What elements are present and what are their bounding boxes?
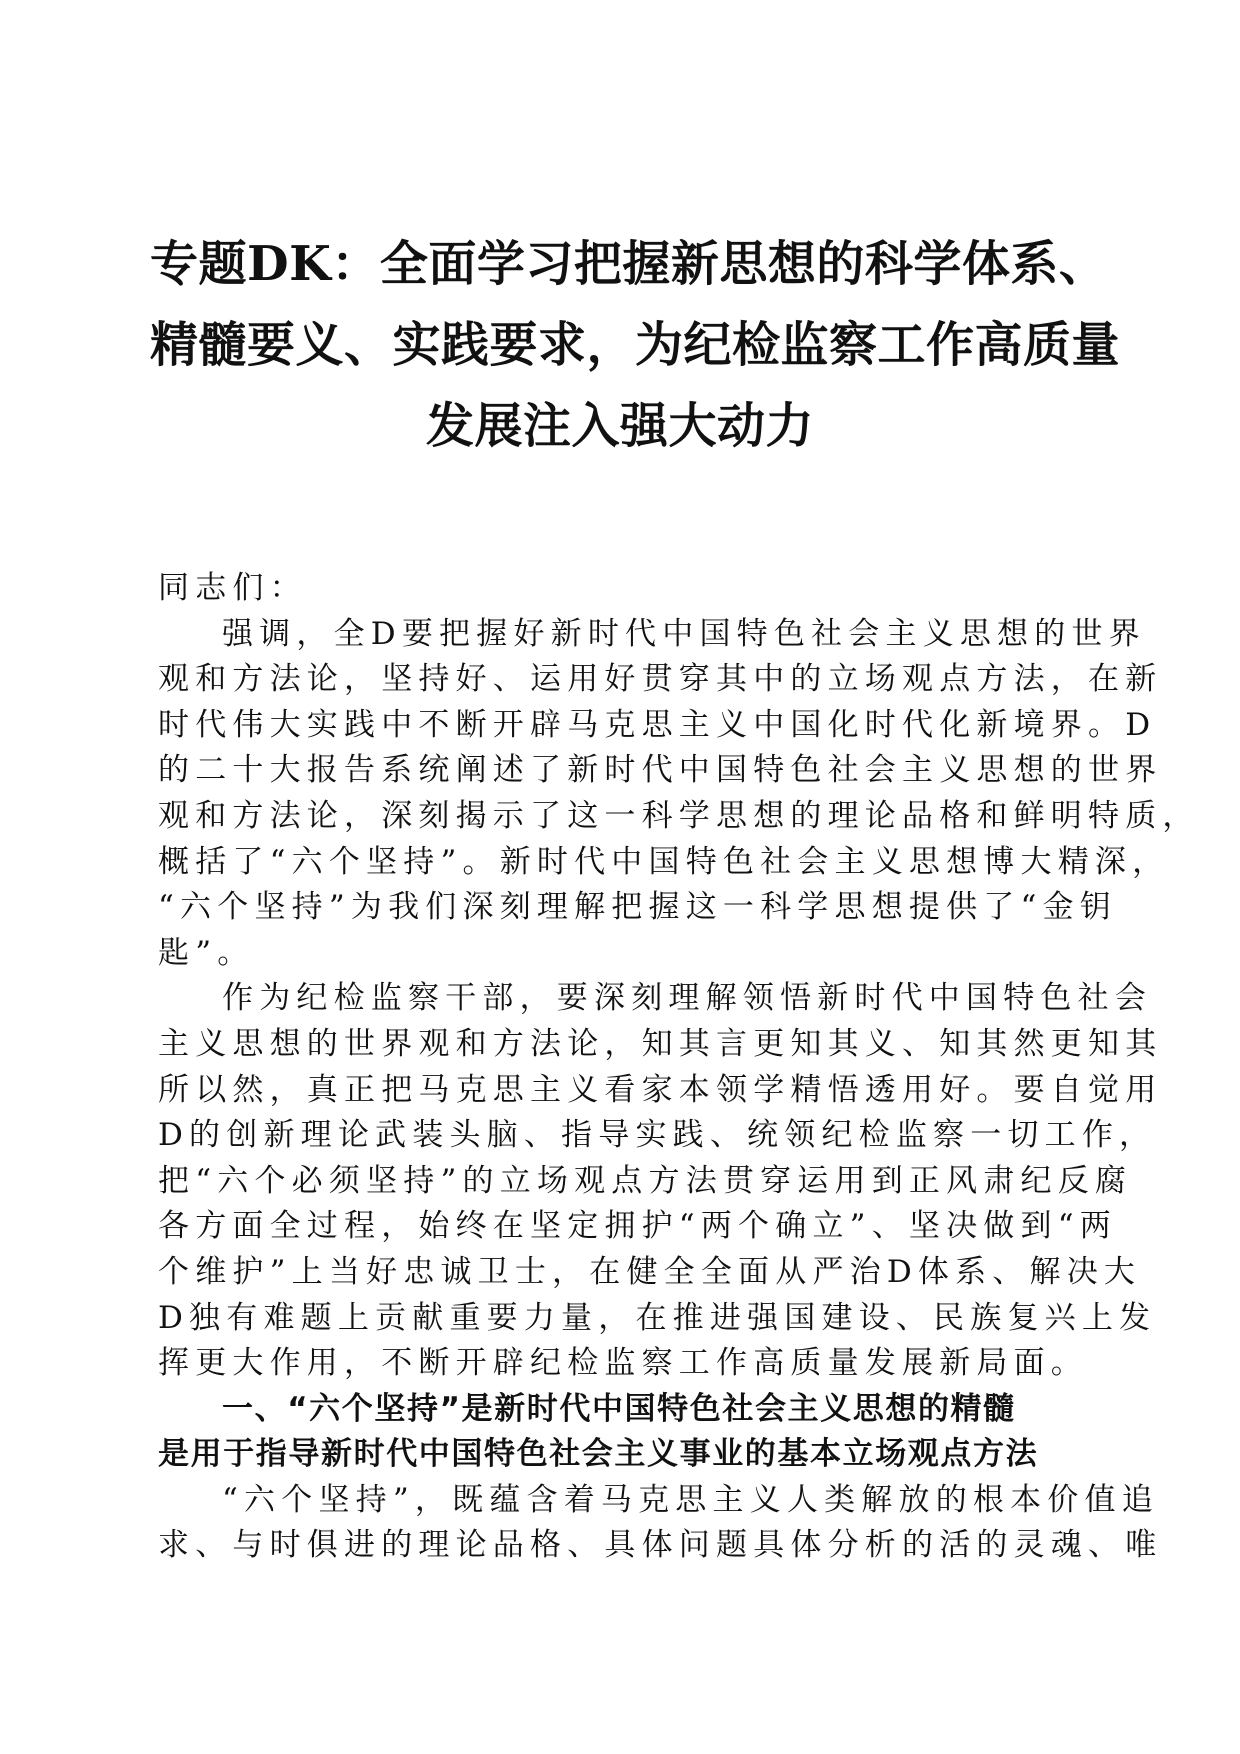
salutation: 同志们： bbox=[158, 570, 307, 606]
paragraph-line: D的创新理论武装头脑、指导实践、统领纪检监察一切工作， bbox=[158, 1117, 1157, 1154]
section-heading bbox=[158, 1387, 1083, 1478]
paragraph-line: 观和方法论，坚持好、运用好贯穿其中的立场观点方法，在新 bbox=[158, 661, 1163, 698]
title-line: 发展注入强大动力 bbox=[425, 398, 814, 454]
paragraph-3 bbox=[158, 1478, 1163, 1569]
document-body bbox=[158, 566, 1200, 1569]
title-line: 专题DK：全面学习把握新思想的科学体系、 bbox=[150, 236, 1108, 292]
paragraph-line: 求、与时俱进的理论品格、具体问题具体分析的活的灵魂、唯 bbox=[158, 1527, 1163, 1564]
paragraph-line: “六个坚持”，既蕴含着马克思主义人类解放的根本价值追 bbox=[222, 1481, 1159, 1518]
paragraph-2 bbox=[158, 976, 1163, 1386]
document-title bbox=[150, 224, 1121, 467]
title-line: 精髓要义、实践要求，为纪检监察工作高质量 bbox=[150, 317, 1121, 373]
paragraph-line: 时代伟大实践中不断开辟马克思主义中国化时代化新境界。D bbox=[158, 706, 1157, 743]
paragraph-line: “六个坚持”为我们深刻理解把握这一科学思想提供了“金钥 bbox=[158, 889, 1117, 926]
paragraph-line: 主义思想的世界观和方法论，知其言更知其义、知其然更知其 bbox=[158, 1025, 1163, 1062]
paragraph-line: D独有难题上贡献重要力量，在推进强国建设、民族复兴上发 bbox=[158, 1299, 1157, 1336]
paragraph-1 bbox=[158, 612, 1200, 977]
paragraph-line: 观和方法论，深刻揭示了这一科学思想的理论品格和鲜明特质， bbox=[158, 797, 1200, 834]
heading-line: 是用于指导新时代中国特色社会主义事业的基本立场观点方法 bbox=[158, 1436, 1039, 1473]
paragraph-line: 各方面全过程，始终在坚定拥护“两个确立”、坚决做到“两 bbox=[158, 1208, 1117, 1245]
paragraph-line: 所以然，真正把马克思主义看家本领学精悟透用好。要自觉用 bbox=[158, 1071, 1163, 1108]
paragraph-line: 强调，全D要把握好新时代中国特色社会主义思想的世界 bbox=[222, 615, 1146, 652]
paragraph-line: 把“六个必须坚持”的立场观点方法贯穿运用到正风肃纪反腐 bbox=[158, 1162, 1133, 1199]
paragraph-line: 匙”。 bbox=[158, 934, 255, 971]
paragraph-line: 作为纪检监察干部，要深刻理解领悟新时代中国特色社会 bbox=[222, 980, 1152, 1017]
paragraph-line: 概括了“六个坚持”。新时代中国特色社会主义思想博大精深， bbox=[158, 843, 1170, 880]
heading-line: 一、“六个坚持”是新时代中国特色社会主义思想的精髓 bbox=[222, 1390, 1016, 1427]
paragraph-line: 个维护”上当好忠诚卫士，在健全全面从严治D体系、解决大 bbox=[158, 1253, 1142, 1290]
paragraph-line: 的二十大报告系统阐述了新时代中国特色社会主义思想的世界 bbox=[158, 752, 1163, 789]
paragraph-line: 挥更大作用，不断开辟纪检监察工作高质量发展新局面。 bbox=[158, 1345, 1088, 1382]
